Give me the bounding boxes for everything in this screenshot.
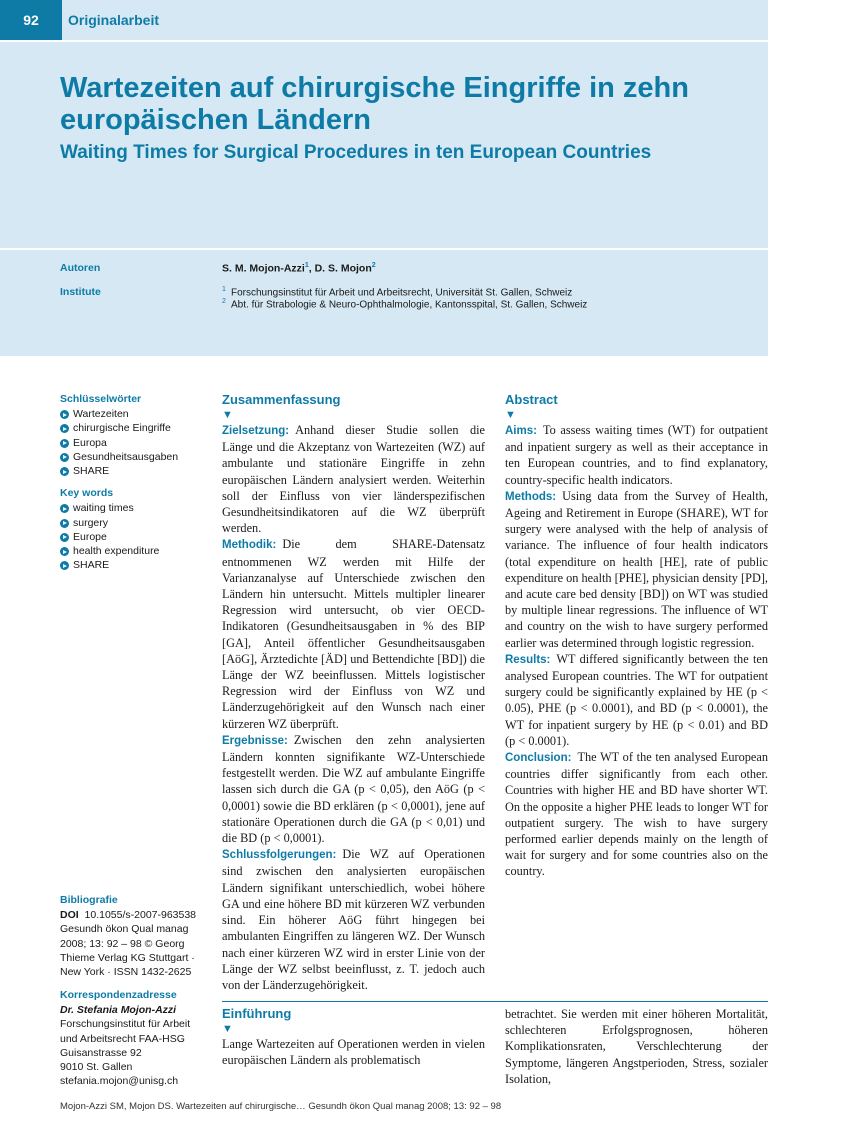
einfuehrung-heading: Einführung — [222, 1006, 292, 1021]
doi-label: DOI — [60, 909, 79, 922]
abstract-paragraph — [505, 422, 768, 488]
paragraph-label: Methods: — [505, 490, 557, 503]
keyword-item: health expenditure — [60, 544, 208, 558]
bib-line: Gesundh ökon Qual manag — [60, 923, 189, 936]
title-english: Waiting Times for Surgical Procedures in ten European Countries — [60, 142, 652, 163]
address-line: 9010 St. Gallen — [60, 1061, 133, 1074]
doi-line — [60, 908, 208, 922]
paragraph-text: Die WZ auf Operationen sind zwischen den analysierten europäischen Ländern signifikant unterschiedlich, wobei höhere GA und eine höhere BD mit kürzeren WZ verbunden sind. Ein höherer AöG führt hingegen bei ambulanten Eingriffen zu längeren WZ. Der Wunsch nach einer kürzeren WZ wird in erster Linie von der Länge der WZ selbst beeinflusst, z. T. jedoch auch von der Länderzugehörigkeit. — [222, 847, 485, 992]
paragraph-text: The WT of the ten analysed European countries differ significantly from each other. Countries with higher HE and BD have shorter WT. On the opposite a higher PHE leads to longer WT for outpatient surgery. The wish to have surgery performed earlier depends mainly on the length of wait for surgery and for some countries also on the country. — [505, 750, 768, 879]
keyword-item: chirurgische Eingriffe — [60, 421, 208, 435]
keyword-item: Wartezeiten — [60, 407, 208, 421]
author-affiliation: 1 — [304, 262, 309, 269]
bibliography-heading: Bibliografie — [60, 894, 118, 906]
correspondence-name: Dr. Stefania Mojon-Azzi — [60, 1004, 177, 1017]
keywords-de-list — [60, 407, 208, 478]
abstract-paragraph — [505, 651, 768, 749]
zusammenfassung-column — [222, 392, 485, 993]
zusammenfassung-heading: Zusammenfassung — [222, 392, 341, 407]
institute-1 — [222, 286, 572, 298]
bibliography — [60, 893, 208, 979]
abstract-paragraph — [222, 732, 485, 846]
arrow-down-icon: ▼ — [222, 409, 233, 421]
title-german: Wartezeiten auf chirurgische Eingriffe in zehn europäischen Ländern — [60, 72, 689, 136]
abstract-paragraph — [222, 536, 485, 731]
keyword-item: Europa — [60, 436, 208, 450]
keywords-sidebar — [60, 392, 208, 572]
paragraph-text: Anhand dieser Studie sollen die Länge und die Akzeptanz von Wartezeiten (WZ) auf ambulante und stationäre Eingriffe in zehn europäischen Ländern analysiert werden. Weiterhin soll der Einfluss von vier länderspezifischen Gesundheitsindikatoren auf die WZ überprüft werden. — [222, 423, 485, 536]
paragraph-label: Aims: — [505, 425, 537, 437]
authors-label: Autoren — [60, 262, 101, 274]
paragraph-text: Die dem SHARE-Datensatz entnommenen WZ werden mit Hilfe der Varianzanalyse auf Unterschiede zwischen den Ländern hin untersucht. Mittels multipler linearer Regression wird untersucht, ob vier OECD-Indikatoren (Gesundheitsausgaben in % des BIP [GA], Anteil öffentlicher Gesundheitsausgaben [AöG], Ärztedichte [ÄD] und Bettendichte [BD]) die Länge der WZ beeinflussen. Mittels logistischer Regression wird der Einfluss von WZ und Länderzugehörigkeit auf den Wunsch nach einer kürzeren WZ überprüft. — [222, 537, 485, 731]
correspondence — [60, 988, 208, 1088]
abstract-paragraph — [222, 422, 485, 536]
keyword-item: surgery — [60, 516, 208, 530]
address-line: Guisanstrasse 92 — [60, 1046, 142, 1059]
bib-line: Thieme Verlag KG Stuttgart · — [60, 951, 195, 964]
page-footer: Mojon-Azzi SM, Mojon DS. Wartezeiten auf chirurgische… Gesundh ökon Qual manag 2008; 13: 92 – 98 — [60, 1101, 502, 1112]
einfuehrung-right-column — [505, 1006, 768, 1087]
address-line: und Arbeitsrecht FAA-HSG — [60, 1032, 185, 1045]
author-affiliation: 2 — [371, 262, 376, 269]
keyword-item: Europe — [60, 530, 208, 544]
keywords-de-heading: Schlüsselwörter — [60, 393, 142, 405]
body-text: Lange Wartezeiten auf Operationen werden in vielen europäischen Ländern als problematisch — [222, 1037, 485, 1068]
section-divider — [222, 1001, 768, 1002]
keyword-item: Gesundheitsausgaben — [60, 450, 208, 464]
keyword-item: SHARE — [60, 558, 208, 572]
paragraph-label: Schlussfolgerungen: — [222, 849, 337, 862]
abstract-paragraph — [505, 749, 768, 880]
body-text: betrachtet. Sie werden mit einer höheren Mortalität, schlechteren Erfolgsprognosen, höheren Komplikationsraten, Verschlechterung der Symptome, längeren Angstperioden, Stress, sozialer Isolation, — [505, 1007, 768, 1086]
paragraph-text: To assess waiting times (WT) for outpatient and inpatient surgery as well as their acceptance in ten European countries, and to find explanatory, country-specific health indicators. — [505, 423, 768, 487]
arrow-down-icon: ▼ — [222, 1023, 233, 1035]
institutes-label: Institute — [60, 286, 101, 298]
paragraph-label: Conclusion: — [505, 752, 572, 765]
keyword-item: SHARE — [60, 464, 208, 478]
doi-value[interactable]: 10.1055/s-2007-963538 — [84, 909, 197, 922]
address-line: Forschungsinstitut für Arbeit — [60, 1018, 191, 1031]
institute-number: 2 — [222, 298, 226, 305]
author-name: S. M. Mojon-Azzi — [222, 262, 305, 275]
institute-2 — [222, 298, 587, 310]
abstract-paragraph — [222, 846, 485, 993]
paragraph-label: Zielsetzung: — [222, 425, 290, 437]
keywords-en-list — [60, 501, 208, 572]
keyword-item: waiting times — [60, 501, 208, 515]
author-separator: , — [308, 262, 315, 275]
institute-text: Abt. für Strabologie & Neuro-Ophthalmologie, Kantonsspital, St. Gallen, Schweiz — [231, 299, 588, 311]
arrow-down-icon: ▼ — [505, 409, 516, 421]
einfuehrung-left-column — [222, 1006, 485, 1068]
keywords-en-heading: Key words — [60, 487, 114, 500]
paragraph-label: Ergebnisse: — [222, 734, 288, 747]
paragraph-label: Results: — [505, 653, 551, 666]
bib-line: 2008; 13: 92 – 98 © Georg — [60, 937, 185, 950]
institute-number: 1 — [222, 286, 226, 293]
correspondence-heading: Korrespondenzadresse — [60, 989, 177, 1001]
abstract-heading: Abstract — [505, 392, 558, 407]
page-number: 92 — [0, 0, 62, 40]
paragraph-text: Zwischen den zehn analysierten Ländern konnten signifikante WZ-Unterschiede festgestellt werden. Die WZ auf ambulante Eingriffe lassen sich durch die GA (p < 0,05), den AöG (p < 0,0001) sowie die BD erklären (p < 0,0001), jene auf stationäre Operationen durch die GA (p < 0,01) und die BD (p < 0,0001). — [222, 732, 485, 846]
institute-text: Forschungsinstitut für Arbeit und Arbeitsrecht, Universität St. Gallen, Schweiz — [231, 287, 573, 299]
paragraph-label: Methodik: — [222, 539, 277, 552]
authors — [222, 262, 376, 275]
bib-line: New York · ISSN 1432-2625 — [60, 966, 192, 979]
paragraph-text: WT differed significantly between the ten analysed European countries. The WT for outpatient surgery could be significantly explained by HE (p < 0.05), PHE (p < 0.0001), and BD (p < 0.0001), the WT for inpatient surgery by HE (p < 0.01) and BD (p < 0.0001). — [505, 651, 768, 748]
author-name: D. S. Mojon — [314, 262, 372, 275]
paragraph-text: Using data from the Survey of Health, Ageing and Retirement in Europe (SHARE), WT for surgery were analysed with the help of analysis of variance. The influence of four health indicators (total expenditure on health [HE], rate of public expenditure on health [PHE], physician density [PD], and acute care bed density [BD]) on WT was studied by multiple linear regressions. The influence of WT and country on the wish to have surgery performed earlier was determined through logistic regression. — [505, 488, 768, 650]
email-link[interactable]: stefania.mojon@unisg.ch — [60, 1075, 179, 1088]
section-label: Originalarbeit — [68, 12, 160, 28]
abstract-paragraph — [505, 488, 768, 651]
abstract-column — [505, 392, 768, 880]
